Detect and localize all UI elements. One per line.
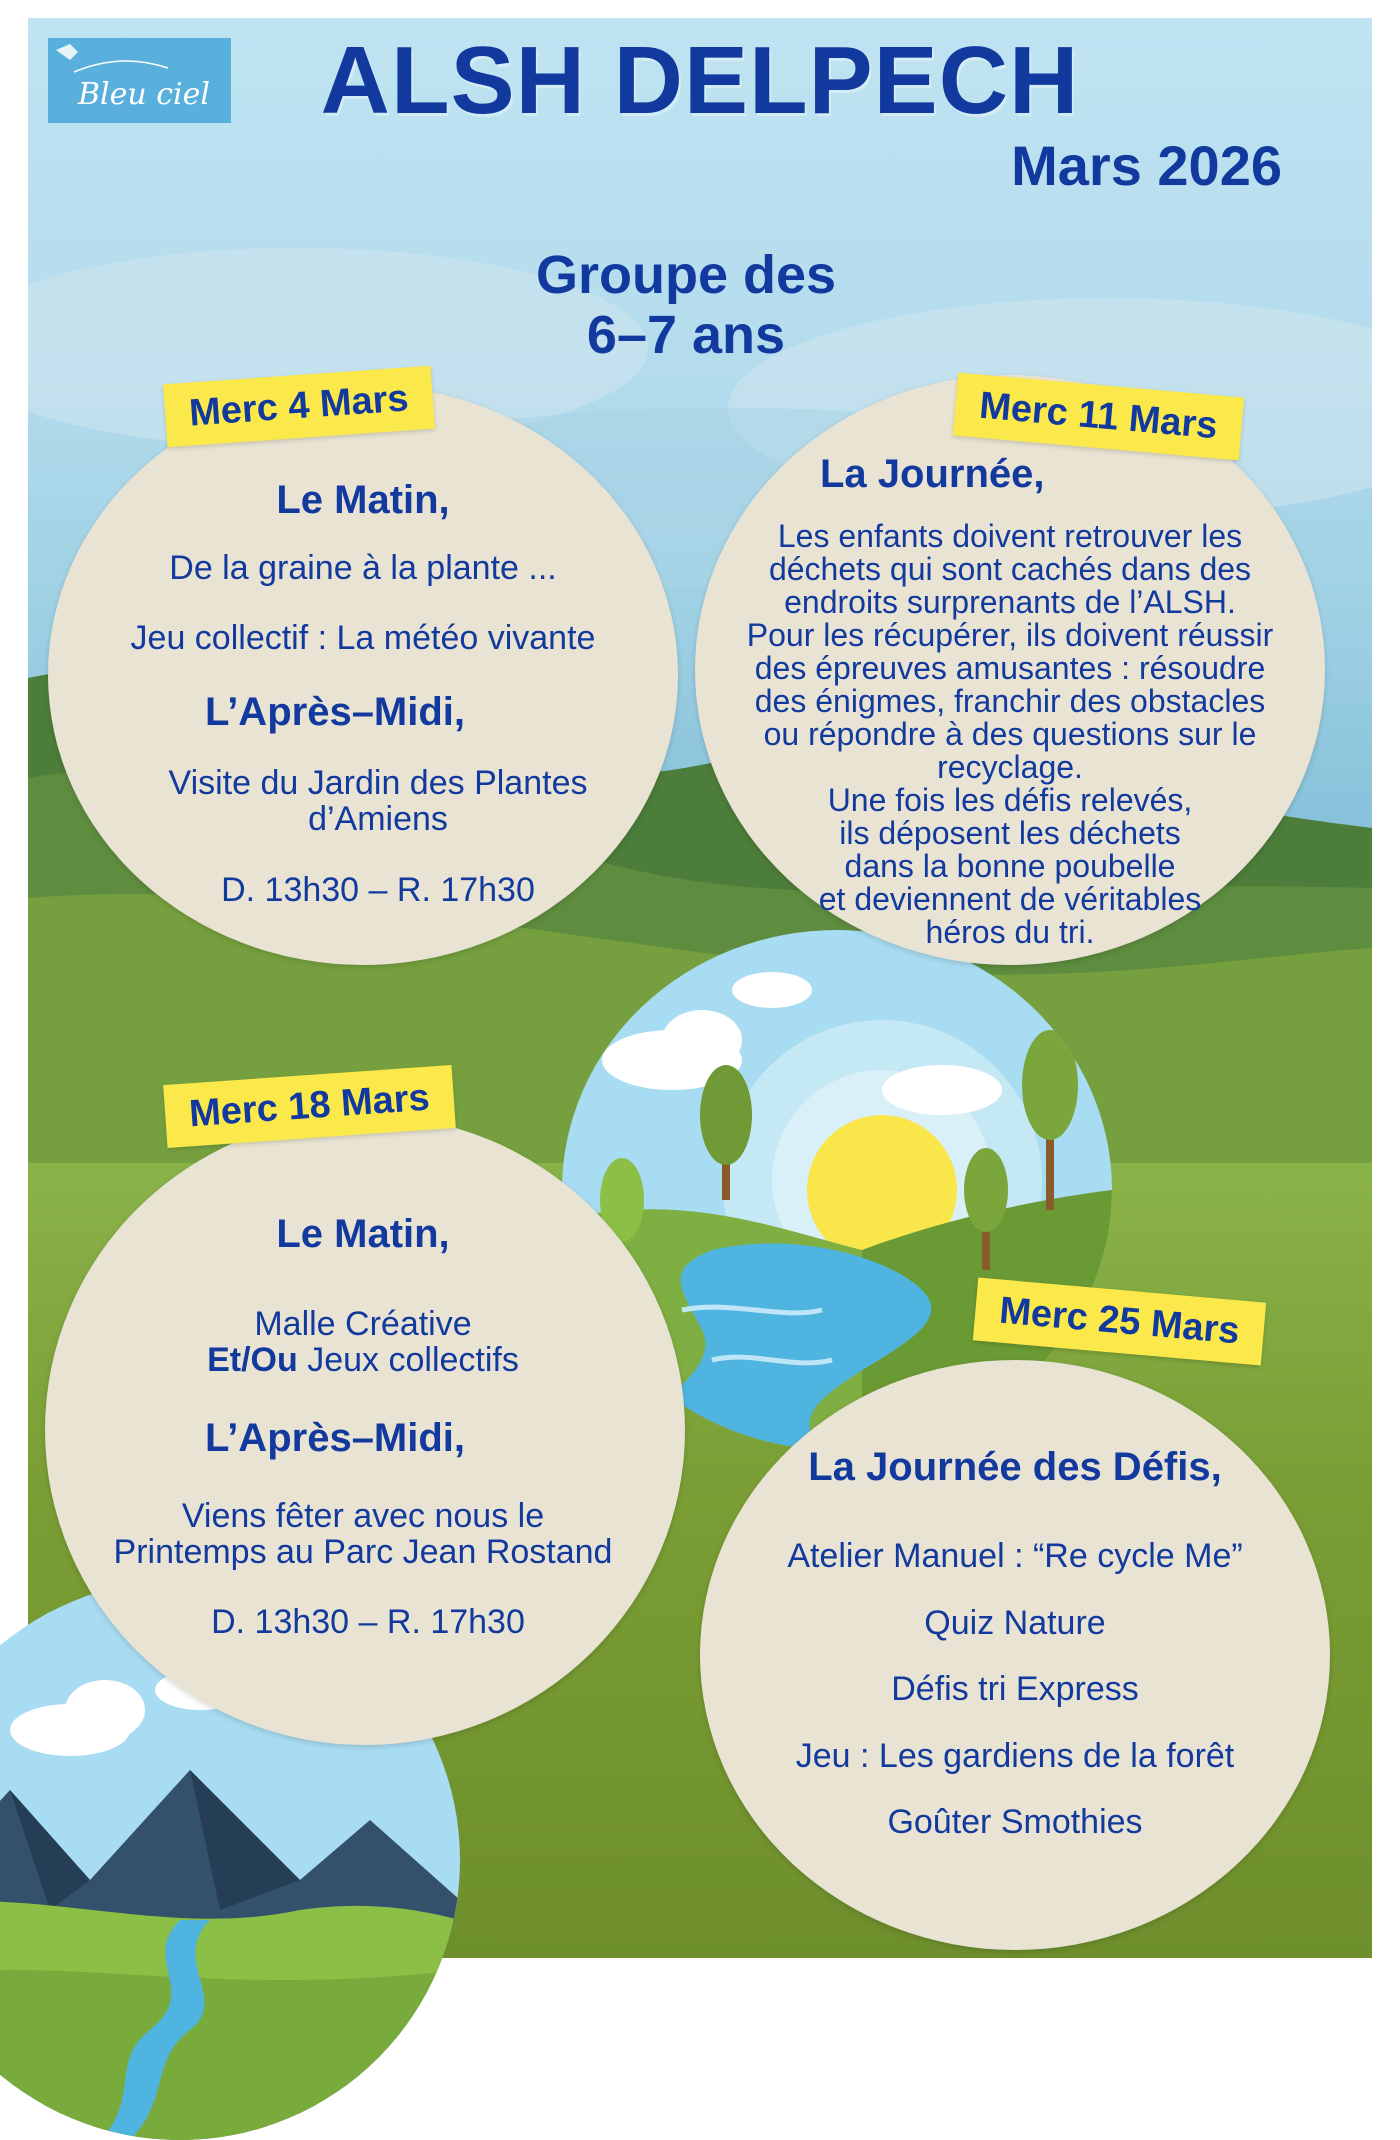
description-line: des épreuves amusantes : résoudre [754,650,1266,686]
morning-heading: Le Matin, [276,478,450,522]
activity-item: Printemps au Parc Jean Rostand [113,1533,613,1571]
activity-item: Atelier Manuel : “Re cycle Me” [787,1537,1243,1575]
age-group-title [486,245,886,365]
description-line: recyclage. [937,749,1083,785]
activity-item: Goûter Smothies [887,1803,1143,1841]
activity-item: Viens fêter avec nous le [181,1497,545,1535]
age-group-line1: Groupe des [535,245,837,305]
description-line: dans la bonne poubelle [844,848,1176,884]
day-heading: La Journée des Défis, [808,1445,1222,1489]
activity-item: Quiz Nature [924,1604,1106,1642]
description-line: Pour les récupérer, ils doivent réussir [746,617,1274,653]
description-line: héros du tri. [925,914,1095,950]
activity-item: Défis tri Express [891,1670,1139,1708]
age-group-line2: 6–7 ans [586,305,786,365]
activity-item: Visite du Jardin des Plantes [168,764,588,802]
day-description [710,520,1310,949]
afternoon-heading: L’Après–Midi, [204,690,466,734]
afternoon-heading: L’Après–Midi, [204,1416,466,1460]
bold-conjunction: Et/Ou [207,1341,298,1379]
date-tag-25-mars: Merc 25 Mars [973,1278,1266,1366]
month-label: Mars 2026 [1011,134,1282,197]
date-tag-11-mars: Merc 11 Mars [953,373,1244,461]
activity-item: De la graine à la plante ... [169,549,557,587]
description-line: déchets qui sont cachés dans des [768,551,1252,587]
description-line: ils déposent les déchets [839,815,1181,851]
times-label: D. 13h30 – R. 17h30 [221,871,535,909]
description-line: des énigmes, franchir des obstacles [754,683,1266,719]
morning-heading: Le Matin, [276,1212,450,1256]
description-line: endroits surprenants de l’ALSH. [784,584,1236,620]
description-line: et deviennent de véritables [818,881,1202,917]
day-heading: La Journée, [820,452,1045,496]
description-line: ou répondre à des questions sur le [763,716,1257,752]
activity-item [48,1342,678,1378]
date-tag-18-mars: Merc 18 Mars [163,1065,456,1148]
page-title: ALSH DELPECH [320,27,1080,134]
activity-item: d’Amiens [308,800,448,838]
times-label: D. 13h30 – R. 17h30 [211,1603,525,1641]
description-line: Une fois les défis relevés, [827,782,1193,818]
activity-text: Jeux collectifs [297,1341,519,1379]
date-tag-4-mars: Merc 4 Mars [163,366,434,448]
activity-item: Jeu collectif : La météo vivante [130,619,596,657]
activity-item: Jeu : Les gardiens de la forêt [795,1737,1235,1775]
activity-item: Malle Créative [254,1305,472,1343]
svg-text:Bleu ciel: Bleu ciel [78,77,210,112]
description-line: Les enfants doivent retrouver les [777,518,1243,554]
